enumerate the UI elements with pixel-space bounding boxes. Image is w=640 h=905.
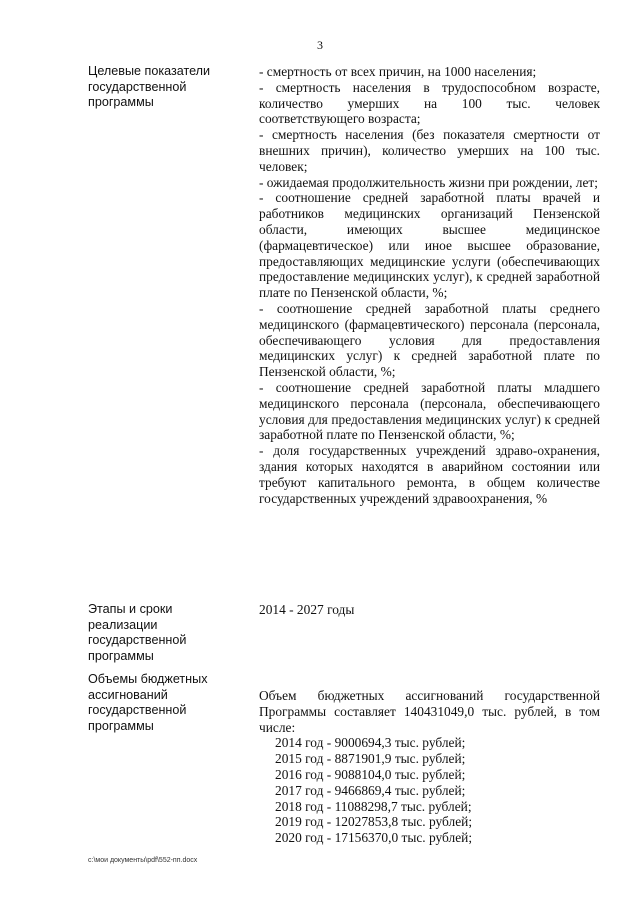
budget-year-item: 2014 год - 9000694,3 тыс. рублей; — [275, 735, 466, 751]
indicator-item: - смертность населения (без показателя смертности от внешних причин), количество умерших на 100 тыс. человек; — [259, 127, 600, 174]
indicator-item: - ожидаемая продолжительность жизни при рождении, лет; — [259, 174, 598, 190]
indicator-item: - соотношение средней заработной платы среднего медицинского (фармацевтического) персонала (персонала, обеспечивающего условия для предоставления медицинских услуг) к средней заработной плате по Пензенской области, %; — [259, 300, 600, 380]
section-label: Объемы бюджетных ассигнований государственной программы — [88, 672, 208, 733]
indicator-item: - соотношение средней заработной платы младшего медицинского персонала (персонала, обеспечивающего условия для предоставления медицинских услуг) к средней заработной плате по Пензенской области, %; — [259, 379, 600, 443]
budget-year-item: 2019 год - 12027853,8 тыс. рублей; — [275, 814, 473, 830]
indicator-item: - смертность от всех причин, на 1000 населения; — [259, 64, 537, 79]
budget-year-list — [259, 735, 600, 846]
page-number: 3 — [317, 38, 323, 52]
section-content — [259, 688, 600, 846]
program-period: 2014 - 2027 годы — [259, 602, 355, 617]
footer-file-path: c:\мои документы\pdf\552-пп.docx — [88, 857, 198, 864]
budget-intro: Объем бюджетных ассигнований государственной Программы составляет 140431049,0 тыс. рублей, в том числе: — [259, 688, 600, 735]
indicator-list — [259, 64, 600, 506]
budget-year-item: 2020 год - 17156370,0 тыс. рублей; — [275, 830, 473, 846]
section-label: Этапы и сроки реализации государственной программы — [88, 602, 187, 663]
budget-year-item: 2015 год - 8871901,9 тыс. рублей; — [275, 751, 466, 767]
indicator-item: - смертность населения в трудоспособном возрасте, количество умерших на 100 тыс. человек соответствующего возраста; — [259, 79, 600, 127]
section-label: Целевые показатели государственной программы — [88, 64, 211, 109]
section-content — [259, 602, 600, 618]
indicator-item: - соотношение средней заработной платы врачей и работников медицинских организаций Пензенской области, имеющих высшее медицинское (фармацевтическое) или иное высшее образование, предоставляющих медицинские услуги (обеспечивающих предоставление медицинских услуг), к средней заработной плате по Пензенской области, %; — [259, 190, 600, 301]
budget-year-item: 2018 год - 11088298,7 тыс. рублей; — [275, 798, 472, 814]
indicator-item: - доля государственных учреждений здраво-охранения, здания которых находятся в аварийном состоянии или требуют капитального ремонта, в общем количестве государственных учреждений здравоохранения, % — [259, 443, 600, 506]
budget-year-item: 2017 год - 9466869,4 тыс. рублей; — [275, 782, 466, 798]
budget-year-item: 2016 год - 9088104,0 тыс. рублей; — [275, 766, 466, 782]
